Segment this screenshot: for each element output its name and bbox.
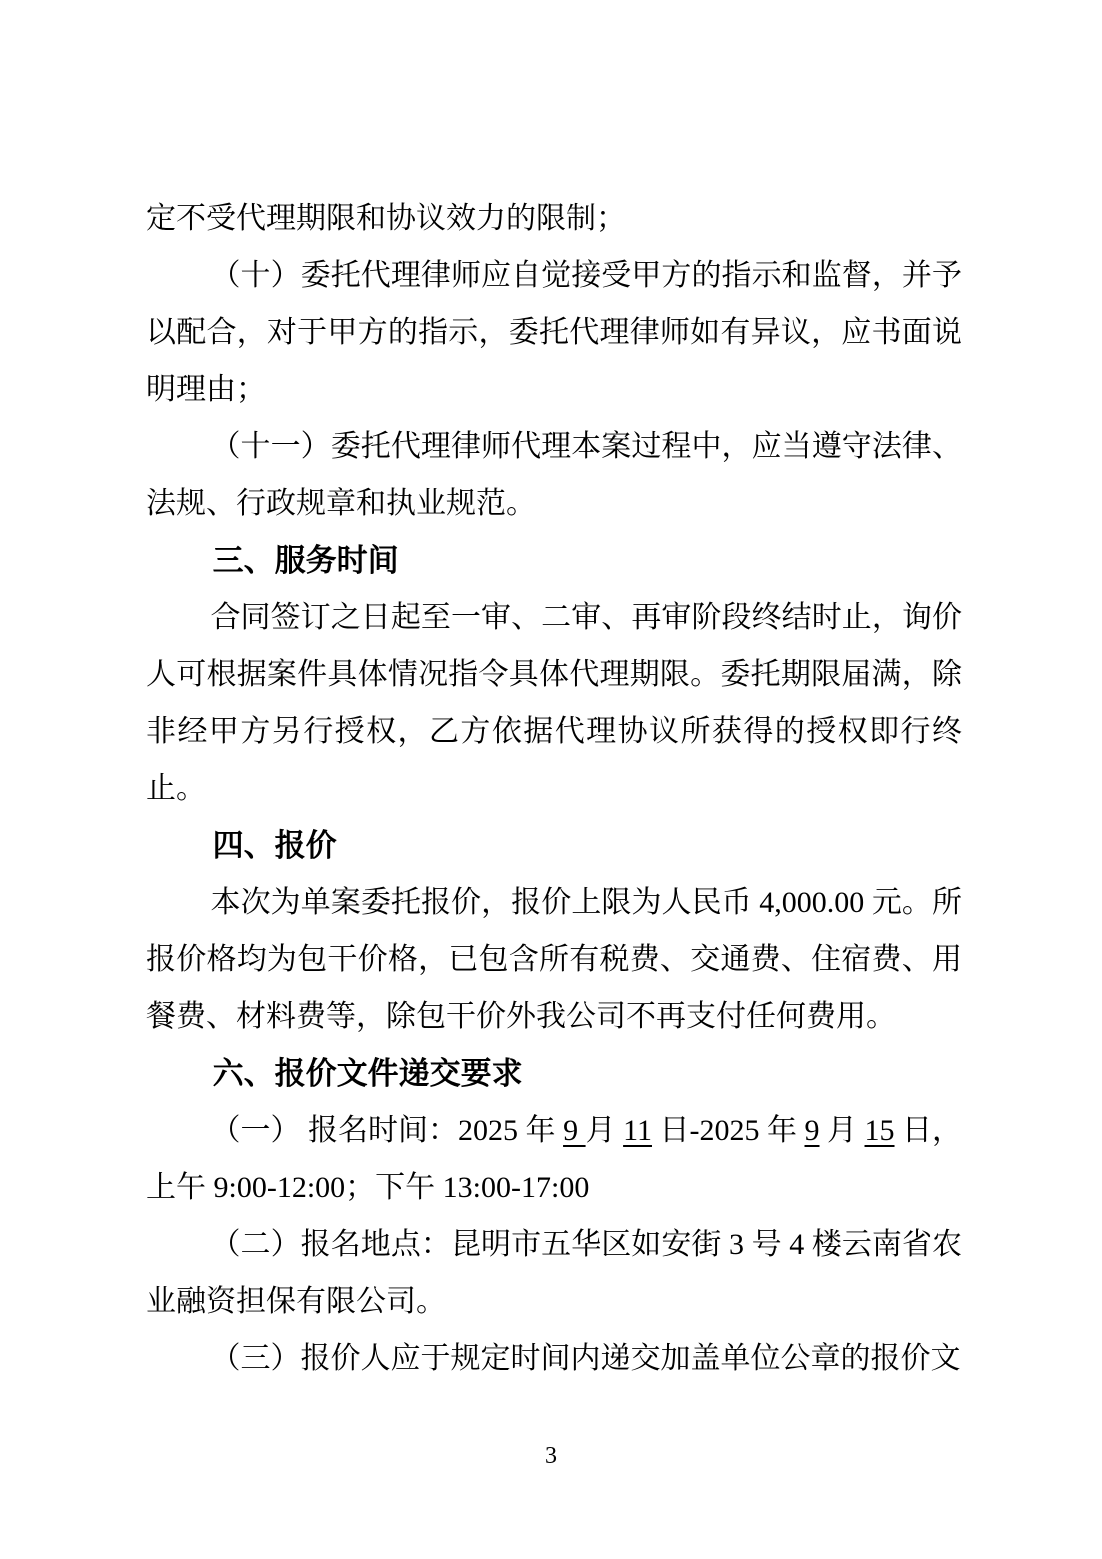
text-run: 月	[819, 1114, 865, 1147]
section-heading	[146, 1045, 962, 1102]
page-number: 3	[545, 1443, 557, 1469]
underlined-text: 15	[864, 1114, 895, 1147]
page-footer	[0, 1440, 1102, 1472]
text-run: （二）报名地点：昆明市五华区如安街 3 号 4 楼云南省农业融资担保有限公司。	[146, 1228, 962, 1318]
text-run: （十一）委托代理律师代理本案过程中，应当遵守法律、法规、行政规章和执业规范。	[146, 430, 962, 520]
text-run: 六、报价文件递交要求	[212, 1056, 523, 1091]
paragraph	[146, 1330, 962, 1387]
text-run: 合同签订之日起至一审、二审、再审阶段终结时止，询价人可根据案件具体情况指令具体代理期限。委托期限届满，除非经甲方另行授权，乙方依据代理协议所获得的授权即行终止。	[146, 601, 962, 805]
paragraph	[146, 874, 962, 1045]
text-run: 日，上午 9:00-12:00；下午 13:00-17:00	[146, 1114, 963, 1204]
section-heading	[146, 532, 962, 589]
text-run: 本次为单案委托报价，报价上限为人民币 4,000.00 元。所报价格均为包干价格，已包含所有税费、交通费、住宿费、用餐费、材料费等，除包干价外我公司不再支付任何费用。	[146, 886, 962, 1033]
underlined-text: 11	[623, 1114, 652, 1147]
underlined-text: 9	[804, 1114, 820, 1147]
paragraph	[146, 1102, 962, 1216]
paragraph	[146, 247, 962, 418]
paragraph	[146, 589, 962, 817]
text-run: （十）委托代理律师应自觉接受甲方的指示和监督，并予以配合，对于甲方的指示，委托代理律师如有异议，应书面说明理由；	[146, 259, 962, 406]
underlined-text: 9	[563, 1114, 586, 1147]
document-body	[146, 190, 962, 1387]
paragraph	[146, 1216, 962, 1330]
text-run: 三、服务时间	[212, 543, 399, 578]
section-heading	[146, 817, 962, 874]
text-run: （一） 报名时间：2025 年	[210, 1114, 564, 1147]
paragraph	[146, 190, 962, 247]
text-run: 四、报价	[212, 828, 337, 863]
paragraph	[146, 418, 962, 532]
text-run: 日-2025 年	[651, 1114, 805, 1147]
text-run: 定不受代理期限和协议效力的限制；	[146, 202, 626, 235]
text-run: 月	[585, 1114, 624, 1147]
text-run: （三）报价人应于规定时间内递交加盖单位公章的报价文	[210, 1342, 961, 1375]
